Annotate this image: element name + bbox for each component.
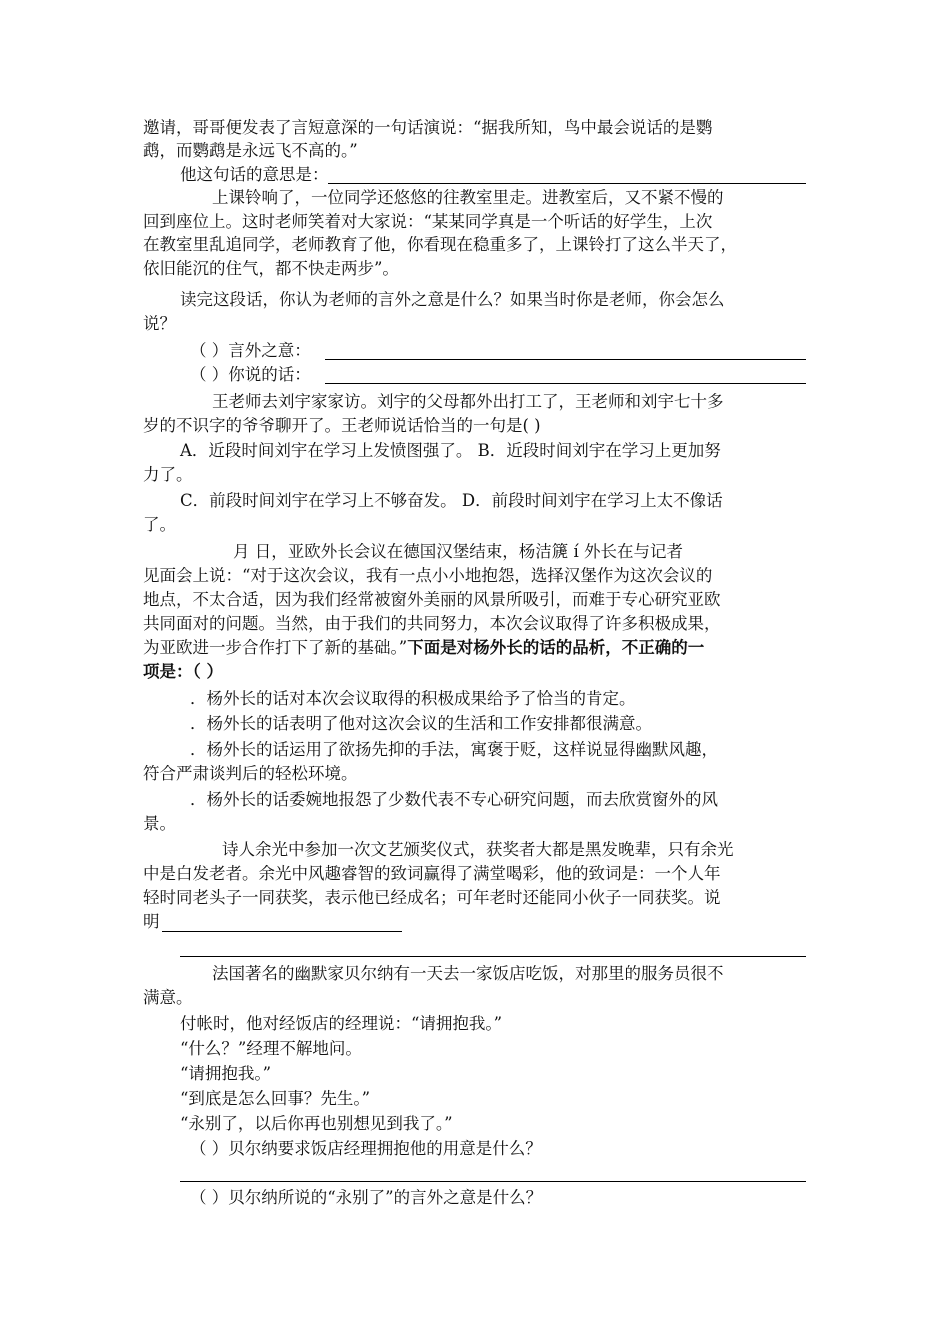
text-line: [143, 637, 704, 659]
choice-text: 景。: [143, 814, 176, 833]
text-line: 法国著名的幽默家贝尔纳有一天去一家饭店吃饭，对那里的服务员很不: [212, 964, 724, 983]
text-line: 付帐时，他对经饭店的经理说：“请拥抱我。”: [180, 1014, 503, 1033]
text-line: 岁的不识字的爷爷聊开了。王老师说话恰当的一句是( ): [143, 416, 541, 435]
answer-blank-line[interactable]: [180, 1181, 806, 1182]
choice-text: ．杨外长的话委婉地报怨了少数代表不专心研究问题，而去欣赏窗外的风: [190, 790, 718, 809]
answer-blank-line[interactable]: [328, 183, 806, 184]
text-line: 共同面对的问题。当然，由于我们的共同努力，本次会议取得了许多积极成果，: [143, 614, 721, 633]
text-line: “到底是怎么回事？先生。”: [180, 1089, 371, 1108]
text-line: 说？: [143, 314, 176, 333]
text-line: 回到座位上。这时老师笑着对大家说：“某某同学真是一个听话的好学生，上次: [143, 212, 713, 231]
text-line: 中是白发老者。余光中风趣睿智的致词赢得了满堂喝彩，他的致词是：一个人年: [143, 864, 721, 883]
text-line: 在教室里乱追同学，老师教育了他，你看现在稳重多了，上课铃打了这么半天了，: [143, 235, 737, 254]
text-line: “什么？”经理不解地问。: [180, 1039, 362, 1058]
question-prompt: （ ）言外之意：: [190, 341, 311, 360]
question-stem-bold: 下面是对杨外长的话的品析，不正确的一: [407, 638, 705, 657]
answer-blank-line[interactable]: [162, 931, 402, 932]
text-line: 满意。: [143, 988, 193, 1007]
answer-blank-line[interactable]: [325, 383, 806, 384]
text-line: 王老师去刘宇家家访。刘宇的父母都外出打工了，王老师和刘宇七十多: [212, 392, 724, 411]
text-line: 读完这段话，你认为老师的言外之意是什么？如果当时你是老师，你会怎么: [180, 290, 725, 309]
quote-end: 为亚欧进一步合作打下了新的基础。”: [143, 638, 408, 657]
question-stem-bold: 项是：（ ）: [143, 662, 223, 681]
question-prompt: （ ）贝尔纳所说的“永别了”的言外之意是什么？: [190, 1188, 543, 1207]
choice-text: 符合严肃谈判后的轻松环境。: [143, 764, 358, 783]
text-line: “请拥抱我。”: [180, 1064, 272, 1083]
question-prompt: 他这句话的意思是：: [180, 165, 329, 184]
text-line: 诗人余光中参加一次文艺颁奖仪式，获奖者大都是黑发晚辈，只有余光: [222, 840, 734, 859]
choice-text: ．杨外长的话表明了他对这次会议的生活和工作安排都很满意。: [190, 714, 652, 733]
choice-text: ．杨外长的话运用了欲扬先抑的手法，寓褒于贬，这样说显得幽默风趣，: [190, 740, 718, 759]
text-line: 轻时同老头子一同获奖，表示他已经成名；可年老时还能同小伙子一同获奖。说: [143, 888, 721, 907]
choice-text: 了。: [143, 515, 176, 534]
choice-text: ．杨外长的话对本次会议取得的积极成果给予了恰当的肯定。: [190, 689, 636, 708]
text-line: “永别了，以后你再也别想见到我了。”: [180, 1114, 453, 1133]
choice-text: C．前段时间刘宇在学习上不够奋发。 D．前段时间刘宇在学习上太不像话: [180, 491, 723, 510]
text-line: 上课铃响了，一位同学还悠悠的往教室里走。进教室后，又不紧不慢的: [212, 188, 724, 207]
choice-text: A．近段时间刘宇在学习上发愤图强了。 B．近段时间刘宇在学习上更加努: [180, 441, 721, 460]
question-prompt: （ ）贝尔纳要求饭店经理拥抱他的用意是什么？: [190, 1139, 542, 1158]
answer-blank-line[interactable]: [180, 956, 806, 957]
text-line: 地点，不太合适，因为我们经常被窗外美丽的风景所吸引，而难于专心研究亚欧: [143, 590, 721, 609]
text-line: 鹉，而鹦鹉是永远飞不高的。”: [143, 141, 358, 160]
answer-blank-line[interactable]: [325, 359, 806, 360]
text-line: 见面会上说：“对于这次会议，我有一点小小地抱怨，选择汉堡作为这次会议的: [143, 566, 713, 585]
text-line: 明: [143, 912, 160, 931]
text-line: 依旧能沉的住气，都不快走两步”。: [143, 259, 399, 278]
text-line: 邀请，哥哥便发表了言短意深的一句话演说：“据我所知，鸟中最会说话的是鹦: [143, 118, 713, 137]
question-prompt: （ ）你说的话：: [190, 365, 311, 384]
choice-text: 力了。: [143, 465, 193, 484]
text-line: 月 日，亚欧外长会议在德国汉堡结束，杨洁篪 í 外长在与记者: [233, 542, 684, 561]
